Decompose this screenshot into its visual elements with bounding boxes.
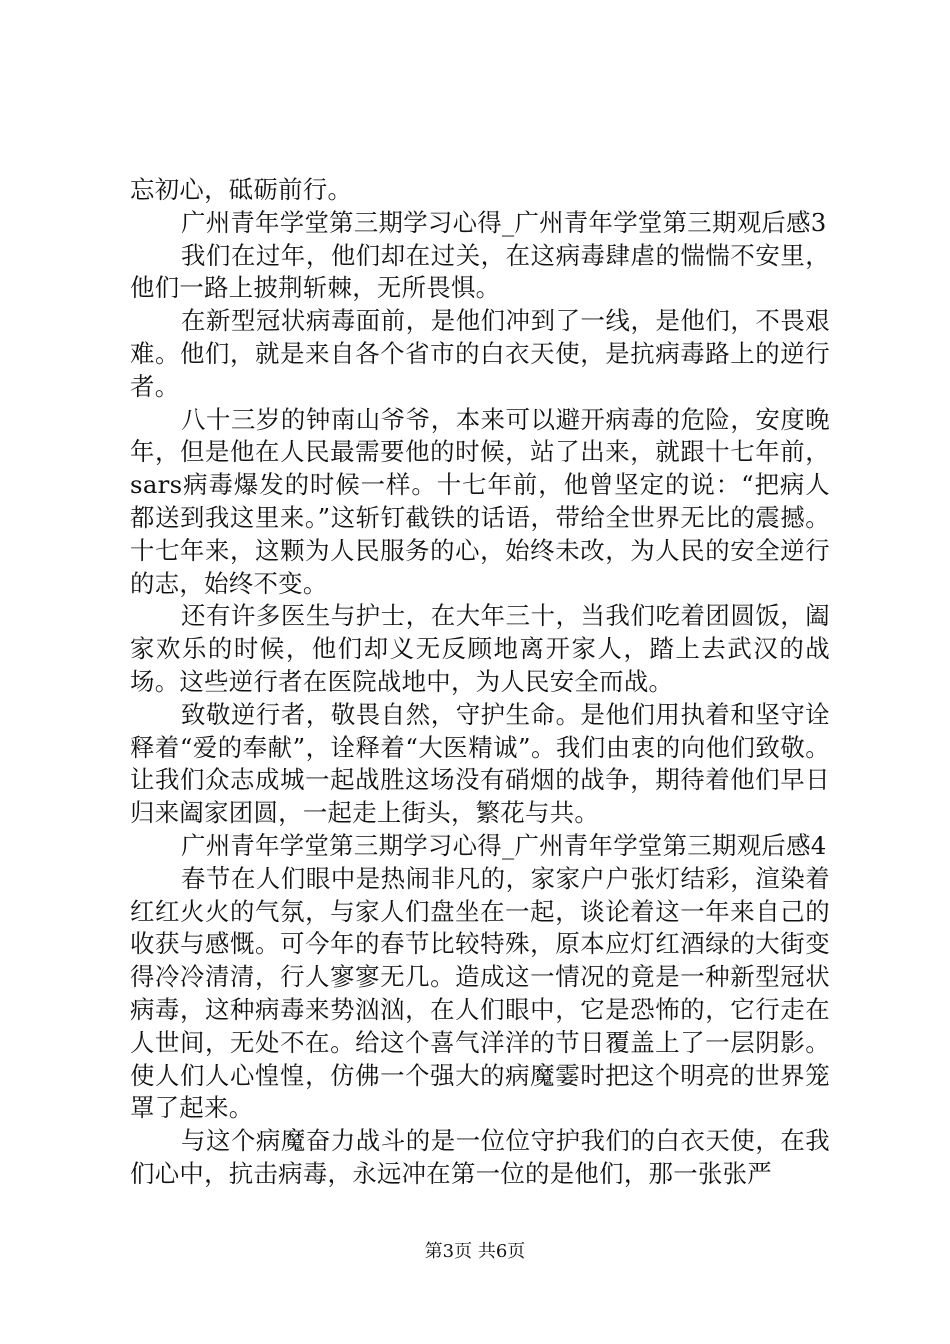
document-body xyxy=(130,174,830,1191)
section-heading-3: 广州青年学堂第三期学习心得_广州青年学堂第三期观后感3 xyxy=(181,207,827,237)
paragraph-4: 八十三岁的钟南山爷爷，本来可以避开病毒的危险，安度晚年，但是他在人民最需要他的时候，站了出来，就跟十七年前，sars病毒爆发的时候一样。十七年前，他曾坚定的说：“把病人都送到我这里来。”这斩钉截铁的话语，带给全世界无比的震撼。十七年来，这颗为人民服务的心，始终未改，为人民的安全逆行的志，始终不变。 xyxy=(130,404,830,598)
paragraph-5: 还有许多医生与护士，在大年三十，当我们吃着团圆饭，阖家欢乐的时候，他们却义无反顾地离开家人，踏上去武汉的战场。这些逆行者在医院战地中，为人民安全而战。 xyxy=(130,601,830,696)
paragraph-2: 我们在过年，他们却在过关，在这病毒肆虐的惴惴不安里，他们一路上披荆斩棘，无所畏惧。 xyxy=(130,240,830,303)
paragraph-8: 与这个病魔奋力战斗的是一位位守护我们的白衣天使，在我们心中，抗击病毒，永远冲在第一位的是他们，那一张张严 xyxy=(130,1126,830,1188)
paragraph-1: 忘初心，砥砺前行。 xyxy=(130,175,353,204)
page-footer xyxy=(0,1240,950,1264)
paragraph-6: 致敬逆行者，敬畏自然，守护生命。是他们用执着和坚守诠释着“爱的奉献”，诠释着“大医精诚”。我们由衷的向他们致敬。让我们众志成城一起战胜这场没有硝烟的战争，期待着他们早日归来阖家团圆，一起走上街头，繁花与共。 xyxy=(130,699,830,828)
paragraph-7: 春节在人们眼中是热闹非凡的，家家户户张灯结彩，渲染着红红火火的气氛，与家人们盘坐在一起，谈论着这一年来自己的收获与感慨。可今年的春节比较特殊，原本应灯红酒绿的大街变得冷冷清清，行人寥寥无几。造成这一情况的竟是一种新型冠状病毒，这种病毒来势汹汹，在人们眼中，它是恐怖的，它行走在人世间，无处不在。给这个喜气洋洋的节日覆盖上了一层阴影。使人们人心惶惶，仿佛一个强大的病魔霎时把这个明亮的世界笼罩了起来。 xyxy=(130,863,830,1123)
page-number: 第3页 共6页 xyxy=(424,1241,526,1262)
paragraph-3: 在新型冠状病毒面前，是他们冲到了一线，是他们，不畏艰难。他们，就是来自各个省市的白衣天使，是抗病毒路上的逆行者。 xyxy=(130,306,830,401)
section-heading-4: 广州青年学堂第三期学习心得_广州青年学堂第三期观后感4 xyxy=(181,830,827,860)
